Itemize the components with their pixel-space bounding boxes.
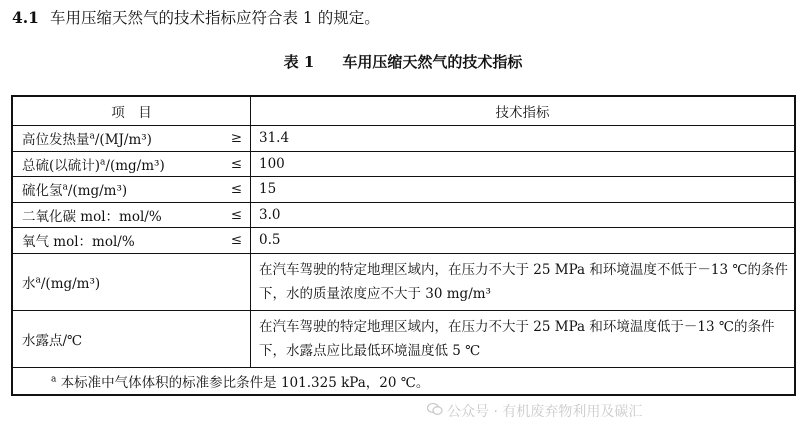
row-value: 100 bbox=[251, 151, 796, 177]
table-row bbox=[12, 126, 795, 152]
table-row bbox=[12, 202, 795, 228]
row-item: 二氧化碳 mol：mol/% bbox=[12, 202, 218, 228]
watermark-text: 公众号 · 有机废弃物利用及碳汇 bbox=[447, 404, 643, 420]
row-value: 3.0 bbox=[251, 202, 796, 228]
table-number: 表 1 bbox=[283, 53, 315, 71]
clause-text: 车用压缩天然气的技术指标应符合表 1 的规定。 bbox=[50, 9, 380, 27]
table-header-row bbox=[12, 96, 795, 126]
row-item: 水露点/℃ bbox=[12, 310, 251, 367]
table-footnote-row bbox=[12, 367, 795, 395]
table-title-text: 车用压缩天然气的技术指标 bbox=[342, 53, 523, 71]
table-row bbox=[12, 177, 795, 203]
table-row bbox=[12, 228, 795, 254]
wechat-icon bbox=[426, 402, 444, 420]
table-row bbox=[12, 310, 795, 367]
table-title bbox=[0, 51, 806, 72]
row-item: 高位发热量$^a$/(MJ/m³) bbox=[12, 126, 218, 152]
row-symbol: ≤ bbox=[218, 177, 251, 203]
row-symbol: ≤ bbox=[218, 228, 251, 254]
header-item: 项 目 bbox=[12, 96, 251, 126]
header-spec: 技术指标 bbox=[251, 96, 796, 126]
row-value: 31.4 bbox=[251, 126, 796, 152]
row-item: 氧气 mol：mol/% bbox=[12, 228, 218, 254]
table-row bbox=[12, 151, 795, 177]
table-row bbox=[12, 253, 795, 310]
row-value: 在汽车驾驶的特定地理区域内，在压力不大于 25 MPa 和环境温度不低于－13 ℃的条件下，水的质量浓度应不大于 30 mg/m³ bbox=[251, 253, 796, 310]
row-symbol: ≤ bbox=[218, 151, 251, 177]
row-item: 总硫(以硫计)$^a$/(mg/m³) bbox=[12, 151, 218, 177]
row-value: 15 bbox=[251, 177, 796, 203]
row-value: 在汽车驾驶的特定地理区域内，在压力不大于 25 MPa 和环境温度低于－13 ℃的条件下，水露点应比最低环境温度低 5 ℃ bbox=[251, 310, 796, 367]
row-symbol: ≤ bbox=[218, 202, 251, 228]
row-value: 0.5 bbox=[251, 228, 796, 254]
clause-heading bbox=[12, 6, 380, 28]
row-item: 水$^a$/(mg/m³) bbox=[12, 253, 251, 310]
row-symbol: ≥ bbox=[218, 126, 251, 152]
watermark bbox=[426, 401, 642, 421]
clause-number: 4.1 bbox=[12, 8, 39, 27]
footnote: $^a$ 本标准中气体体积的标准参比条件是 101.325 kPa，20 ℃。 bbox=[12, 367, 795, 395]
row-item: 硫化氢$^a$/(mg/m³) bbox=[12, 177, 218, 203]
spec-table bbox=[11, 95, 796, 396]
